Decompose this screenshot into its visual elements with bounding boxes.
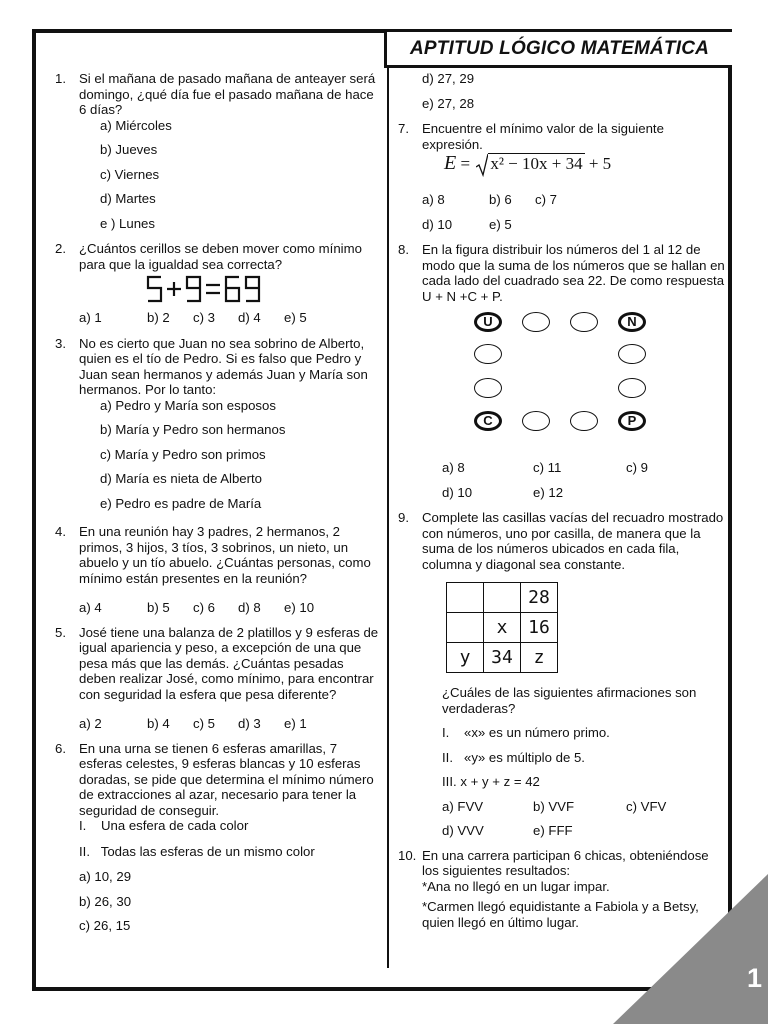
option: d) Martes (100, 191, 156, 206)
circle (618, 378, 646, 398)
grid-cell: z (521, 643, 558, 673)
option: d) 10 (442, 484, 473, 500)
question-number: 3. (55, 335, 66, 351)
option: c) María y Pedro son primos (100, 446, 266, 462)
question-number: 1. (55, 71, 66, 86)
option: c) 5 (193, 716, 215, 731)
question-number: 6. (55, 740, 66, 756)
option: a) 8 (442, 460, 465, 475)
corner-triangle (613, 874, 768, 1024)
item: II. «y» es múltiplo de 5. (442, 749, 585, 765)
grid-cell (447, 583, 484, 613)
option: a) 1 (79, 310, 102, 325)
grid-cell: 28 (521, 583, 558, 613)
question-2 (55, 241, 380, 326)
option: a) Miércoles (100, 117, 172, 133)
option: d) María es nieta de Alberto (100, 471, 263, 486)
question-text: ¿Cuántos cerillos se deben mover como mínimo para que la igualdad sea correcta? (79, 241, 362, 272)
circle-label: P (627, 413, 637, 429)
item: I. «x» es un número primo. (442, 725, 610, 740)
question-text: José tiene una balanza de 2 platillos y 9 esferas de igual apariencia y peso, a excepción de una que pesa más que las demás. ¿Cuántas pesadas deben realizar José, como mínimo, para encontrar con seguridad la esfera que pesa diferente? (79, 624, 379, 702)
right-column (398, 71, 728, 930)
circle-n (618, 312, 646, 332)
option: e) 12 (533, 484, 564, 500)
option: a) 2 (79, 716, 102, 731)
question-number: 4. (55, 524, 66, 539)
option: a) Pedro y María son esposos (100, 397, 276, 413)
option: b) 5 (147, 600, 170, 615)
circle-label: C (483, 413, 493, 429)
option: e) 5 (489, 216, 512, 232)
formula (444, 152, 728, 186)
question-text: En una carrera participan 6 chicas, obteniéndose los siguientes resultados: (422, 847, 709, 878)
question-text: En la figura distribuir los números del 1 al 12 de modo que la suma de los números que se hallan en cada lado del cuadrado sea 22. De como respuesta U + N +C + P. (422, 242, 725, 304)
question-number: 7. (398, 121, 409, 136)
matchstick-figure (145, 274, 265, 304)
question-1 (55, 71, 380, 231)
radicand: x² − 10x + 34 (490, 154, 583, 173)
option: a) 4 (79, 600, 102, 615)
page-number: 1 (746, 963, 762, 993)
option: e ) Lunes (100, 215, 155, 231)
question-text: Encuentre el mínimo valor de la siguiente expresión. (422, 121, 664, 152)
options-row (442, 799, 728, 815)
options-row (442, 460, 728, 476)
option: d) 4 (238, 310, 261, 325)
circle-square-figure (474, 312, 664, 432)
option: c) 26, 15 (79, 918, 131, 933)
circle (522, 312, 550, 332)
question-text: En una urna se tienen 6 esferas amarillas, 7 esferas celestes, 9 esferas blancas y 10 esferas doradas, se pide que determina el mínimo número de extracciones al azar, necesario para tener la seguridad de conseguir. (79, 740, 374, 818)
option: a) FVV (442, 798, 484, 814)
options-row (442, 823, 728, 839)
option: b) VVF (533, 798, 575, 814)
option: b) Jueves (100, 142, 158, 157)
formula-equals: = (460, 154, 471, 173)
question-text: No es cierto que Juan no sea sobrino de Alberto, quien es el tío de Pedro. Si es falso que Pedro y Juan sean hermanos y además Juan y María son hermanos. Por lo tanto: (79, 335, 368, 397)
radical (476, 156, 584, 172)
question-text: En una reunión hay 3 padres, 2 hermanos, 2 primos, 3 hijos, 3 tíos, 3 sobrinos, un nieto, un abuelo y un tío abuelo. ¿Cuántas personas, como mínimo están presentes en la reunión? (79, 524, 371, 586)
sub-question: ¿Cuáles de las siguientes afirmaciones son verdaderas? (442, 685, 697, 716)
circle (474, 378, 502, 398)
question-number: 5. (55, 624, 66, 640)
page-title: APTITUD LÓGICO MATEMÁTICA (409, 37, 710, 59)
circle (618, 344, 646, 364)
statement: *Carmen llegó equidistante a Fabiola y a Betsy, quien llegó en último lugar. (422, 899, 699, 930)
grid-cell: 34 (484, 643, 521, 673)
matchstick-equation (145, 274, 380, 304)
magic-square (446, 582, 558, 673)
grid-cell: 16 (521, 613, 558, 643)
option: c) 7 (535, 192, 557, 207)
circle (570, 312, 598, 332)
options-row (422, 217, 728, 233)
option: b) 26, 30 (79, 893, 132, 909)
grid-cell (447, 613, 484, 643)
question-text: Complete las casillas vacías del recuadro mostrado con números, uno por casilla, de manera que la suma de los números ubicados en cada fila, columna y diagonal sea constante. (422, 510, 724, 572)
question-4 (55, 524, 380, 616)
question-9 (398, 510, 728, 839)
circle (522, 411, 550, 431)
question-number: 2. (55, 241, 66, 256)
left-column (55, 71, 380, 934)
column-divider (387, 68, 389, 968)
circle (570, 411, 598, 431)
option: c) VFV (626, 798, 667, 814)
item: III. x + y + z = 42 (442, 774, 540, 789)
circle-p (618, 411, 646, 431)
question-7 (398, 121, 728, 232)
option: c) Viernes (100, 166, 160, 182)
question-5 (55, 625, 380, 732)
item: II. Todas las esferas de un mismo color (79, 843, 315, 859)
title-box (384, 32, 732, 68)
circle-u (474, 312, 502, 332)
options-row (442, 485, 728, 501)
question-6 (55, 741, 380, 934)
option: e) 5 (284, 310, 307, 325)
option: b) 4 (147, 716, 170, 731)
option: b) María y Pedro son hermanos (100, 422, 286, 437)
question-number: 10. (398, 847, 417, 863)
option: d) 8 (238, 600, 261, 615)
option: d) 10 (422, 216, 453, 232)
radical-sign (476, 153, 488, 177)
question-3 (55, 336, 380, 512)
options-row (79, 310, 380, 326)
option: e) Pedro es padre de María (100, 495, 262, 511)
option: e) 27, 28 (422, 95, 475, 111)
options-row (79, 716, 380, 732)
item: I. Una esfera de cada color (79, 818, 249, 833)
options-row (79, 600, 380, 616)
statement: *Ana no llegó en un lugar impar. (422, 878, 610, 894)
grid-cell: x (484, 613, 521, 643)
question-number: 8. (398, 242, 409, 257)
circle-label: U (483, 314, 493, 330)
option: b) 2 (147, 310, 170, 325)
formula-lhs: E (444, 152, 457, 174)
option: d) 3 (238, 716, 261, 731)
option: c) 3 (193, 310, 215, 325)
grid-cell: y (447, 643, 484, 673)
option: e) 1 (284, 716, 307, 731)
option: c) 9 (626, 460, 648, 475)
circle-label: N (627, 314, 637, 330)
question-text: Si el mañana de pasado mañana de anteayer será domingo, ¿qué día fue el pasado mañana de hace 6 días? (79, 71, 376, 117)
circle-c (474, 411, 502, 431)
formula-tail: + 5 (588, 154, 612, 173)
option: a) 8 (422, 192, 445, 207)
circle (474, 344, 502, 364)
option: e) 10 (284, 600, 315, 615)
option: c) 11 (533, 460, 562, 475)
question-8 (398, 242, 728, 500)
options-row (422, 192, 728, 208)
option: d) 27, 29 (422, 71, 475, 86)
option: e) FFF (533, 823, 573, 838)
option: a) 10, 29 (79, 869, 132, 884)
option: c) 6 (193, 600, 215, 615)
option: b) 6 (489, 192, 512, 207)
grid-cell (484, 583, 521, 613)
option: d) VVV (442, 823, 484, 838)
question-number: 9. (398, 510, 409, 525)
